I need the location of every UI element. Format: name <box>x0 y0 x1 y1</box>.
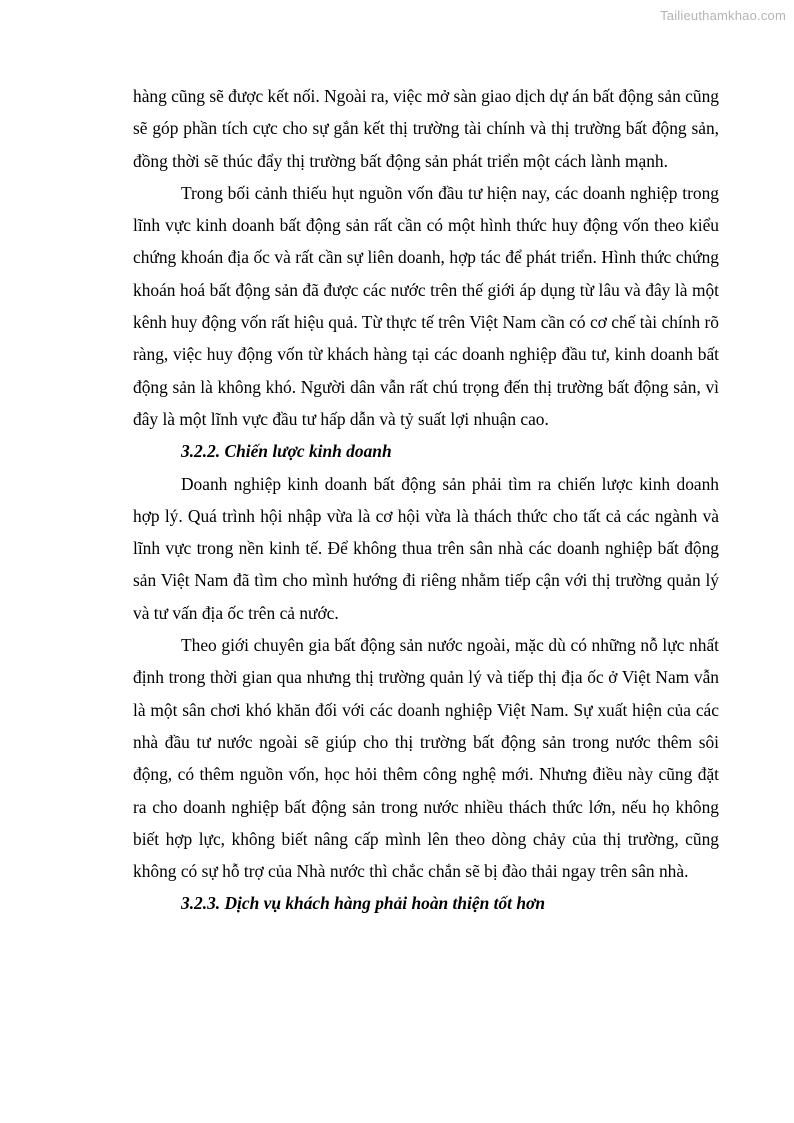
document-page <box>133 80 719 920</box>
paragraph-foreign-experts: Theo giới chuyên gia bất động sản nước ngoài, mặc dù có những nỗ lực nhất định trong thời gian qua nhưng thị trường quản lý và tiếp thị địa ốc ở Việt Nam vẫn là một sân chơi khó khăn đối với các doanh nghiệp Việt Nam. Sự xuất hiện của các nhà đầu tư nước ngoài sẽ giúp cho thị trường bất động sản trong nước thêm sôi động, có thêm nguồn vốn, học hỏi thêm công nghệ mới. Nhưng điều này cũng đặt ra cho doanh nghiệp bất động sản trong nước nhiều thách thức lớn, nếu họ không biết hợp lực, không biết nâng cấp mình lên theo dòng chảy của thị trường, cũng không có sự hỗ trợ của Nhà nước thì chắc chắn sẽ bị đào thải ngay trên sân nhà. <box>133 635 719 882</box>
section-heading-3-2-2: 3.2.2. Chiến lược kinh doanh <box>181 441 392 462</box>
watermark-text: Tailieuthamkhao.com <box>660 8 786 23</box>
paragraph-business-strategy: Doanh nghiệp kinh doanh bất động sản phải tìm ra chiến lược kinh doanh hợp lý. Quá trình hội nhập vừa là cơ hội vừa là thách thức cho tất cả các ngành và lĩnh vực trong nền kinh tế. Để không thua trên sân nhà các doanh nghiệp bất động sản Việt Nam đã tìm cho mình hướng đi riêng nhằm tiếp cận với thị trường quản lý và tư vấn địa ốc trên cả nước. <box>133 473 719 623</box>
section-heading-3-2-3: 3.2.3. Dịch vụ khách hàng phải hoàn thiện tốt hơn <box>181 893 546 914</box>
paragraph-continuation: hàng cũng sẽ được kết nối. Ngoài ra, việc mở sàn giao dịch dự án bất động sản cũng sẽ góp phần tích cực cho sự gắn kết thị trường tài chính và thị trường bất động sản, đồng thời sẽ thúc đẩy thị trường bất động sản phát triển một cách lành mạnh. <box>133 86 719 171</box>
paragraph-capital-shortage: Trong bối cảnh thiếu hụt nguồn vốn đầu tư hiện nay, các doanh nghiệp trong lĩnh vực kinh doanh bất động sản rất cần có một hình thức huy động vốn theo kiểu chứng khoán địa ốc và rất cần sự liên doanh, hợp tác để phát triển. Hình thức chứng khoán hoá bất động sản đã được các nước trên thế giới áp dụng từ lâu và đây là một kênh huy động vốn rất hiệu quả. Từ thực tế trên Việt Nam cần có cơ chế tài chính rõ ràng, việc huy động vốn từ khách hàng tại các doanh nghiệp đầu tư, kinh doanh bất động sản là không khó. Người dân vẫn rất chú trọng đến thị trường bất động sản, vì đây là một lĩnh vực đầu tư hấp dẫn và tỷ suất lợi nhuận cao. <box>133 182 719 429</box>
